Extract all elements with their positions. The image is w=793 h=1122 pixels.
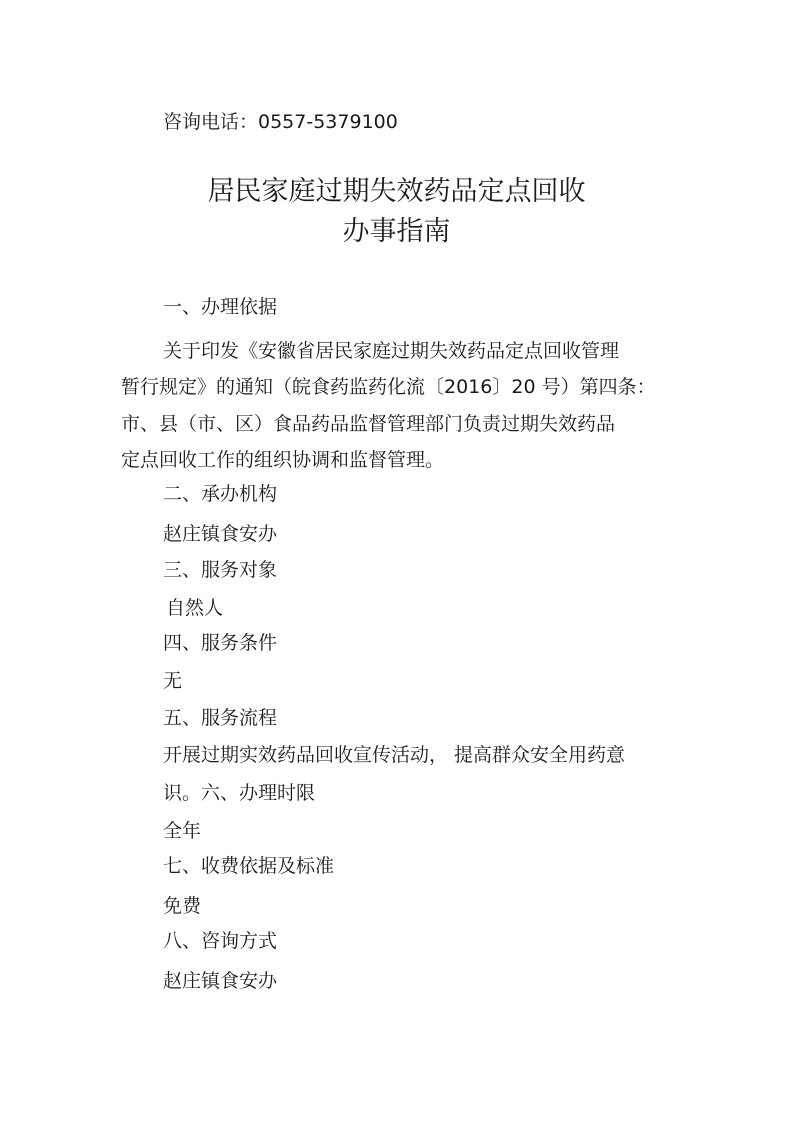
basis-paragraph-line: 市、县（市、区）食品药品监督管理部门负责过期失效药品 (121, 413, 616, 435)
basis-paragraph-line: 暂行规定》的通知（皖食药监药化流〔2016〕20 号）第四条： (121, 376, 656, 398)
process-content-line-1: 开展过期实效药品回收宣传活动， 提高群众安全用药意 (163, 744, 626, 766)
document-title-line-1: 居民家庭过期失效药品定点回收 (207, 176, 586, 207)
section-consult-heading: 八、咨询方式 (163, 930, 278, 952)
section-basis-heading: 一、办理依据 (163, 296, 278, 318)
target-content: 自然人 (166, 597, 224, 619)
section-target-heading: 三、服务对象 (163, 559, 278, 581)
section-agency-heading: 二、承办机构 (163, 483, 278, 505)
basis-paragraph-line: 关于印发《安徽省居民家庭过期失效药品定点回收管理 (163, 340, 620, 362)
process-content-line-2: 识。六、办理时限 (163, 782, 316, 804)
conditions-content: 无 (163, 670, 183, 692)
section-fees-heading: 七、收费依据及标准 (163, 855, 335, 877)
basis-paragraph-line: 定点回收工作的组织协调和监督管理。 (121, 449, 445, 471)
consult-content: 赵庄镇食安办 (163, 970, 278, 992)
consult-phone-line: 咨询电话：0557-5379100 (163, 111, 398, 133)
agency-content: 赵庄镇食安办 (163, 523, 278, 545)
section-conditions-heading: 四、服务条件 (163, 632, 278, 654)
document-title-line-2: 办事指南 (342, 216, 451, 247)
section-process-heading: 五、服务流程 (163, 707, 278, 729)
fees-content: 免费 (163, 895, 202, 917)
time-limit-content: 全年 (163, 820, 202, 842)
